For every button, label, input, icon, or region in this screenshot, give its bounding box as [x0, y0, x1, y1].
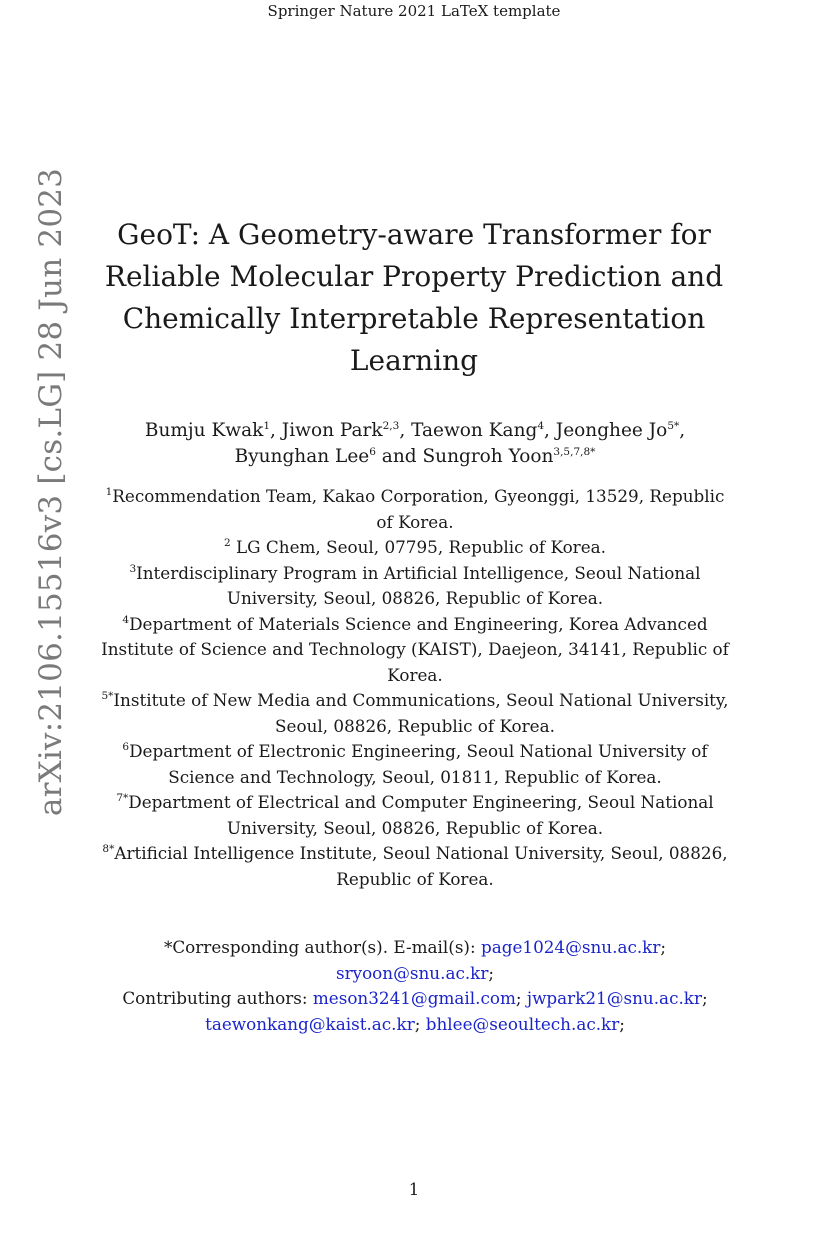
- affiliation-mark: 5*: [101, 690, 114, 702]
- affiliation-text: Department of Electronic Engineering, Seoul National University of Science and Technology, Seoul, 01811, Republic of Korea.: [129, 741, 708, 787]
- affiliation-text: Institute of New Media and Communications, Seoul National University, Seoul, 08826, Republic of Korea.: [113, 690, 729, 736]
- affiliation-text: Interdisciplinary Program in Artificial Intelligence, Seoul National University, Seoul, 08826, Republic of Korea.: [136, 562, 701, 608]
- affiliation-item: [100, 688, 730, 739]
- affiliation-text: Artificial Intelligence Institute, Seoul National University, Seoul, 08826, Republic of Korea.: [114, 843, 728, 889]
- author-affiliation-mark: 5*: [667, 420, 680, 432]
- author-name: Taewon Kang: [411, 420, 538, 441]
- affiliation-text: Department of Materials Science and Engineering, Korea Advanced Institute of Science and Technology (KAIST), Daejeon, 34141, Republic of Korea.: [101, 613, 729, 685]
- title-line: Reliable Molecular Property Prediction and: [104, 260, 724, 293]
- email-link[interactable]: jwpark21@snu.ac.kr: [526, 988, 702, 1008]
- affiliation-mark: 1: [105, 486, 113, 498]
- author-list: [130, 418, 700, 470]
- affiliation-mark: 2: [224, 537, 231, 549]
- affiliation-item: [100, 535, 730, 561]
- affiliation-item: [100, 612, 730, 689]
- contact-block: [100, 935, 730, 1037]
- author-affiliation-mark: 1: [263, 420, 271, 432]
- author-separator: ,: [270, 420, 282, 441]
- author-name: Bumju Kwak: [144, 420, 264, 441]
- author-affiliation-mark: 2,3: [382, 420, 400, 432]
- affiliation-mark: 4: [122, 613, 130, 626]
- contributing-label: Contributing authors:: [122, 988, 313, 1008]
- author-separator: ,: [544, 420, 556, 441]
- author-separator: ,: [399, 420, 412, 441]
- affiliation-item: [100, 561, 730, 612]
- author-separator: and: [375, 446, 423, 467]
- author-affiliation-mark: 6: [369, 446, 376, 458]
- email-link[interactable]: bhlee@seoultech.ac.kr: [425, 1013, 620, 1034]
- title-line: GeoT: A Geometry-aware Transformer for: [117, 218, 711, 251]
- running-header: Springer Nature 2021 LaTeX template: [267, 2, 561, 20]
- email-separator: ;: [702, 988, 708, 1008]
- email-link[interactable]: taewonkang@kaist.ac.kr: [205, 1013, 415, 1034]
- email-separator: ;: [619, 1013, 625, 1034]
- author-affiliation-mark: 4: [537, 420, 545, 432]
- author-name: Jiwon Park: [281, 420, 383, 441]
- title-line: Chemically Interpretable Representation: [122, 302, 706, 335]
- affiliation-item: [100, 841, 730, 892]
- affiliation-mark: 8*: [102, 843, 115, 855]
- email-separator: ;: [515, 988, 522, 1008]
- affiliation-text: LG Chem, Seoul, 07795, Republic of Korea.: [230, 537, 606, 557]
- affiliation-mark: 6: [122, 741, 130, 753]
- arxiv-identifier[interactable]: arXiv:2106.15516v3 [cs.LG] 28 Jun 2023: [33, 167, 69, 817]
- affiliation-item: [100, 790, 730, 841]
- email-separator: ;: [660, 937, 667, 957]
- email-link[interactable]: page1024@snu.ac.kr: [480, 937, 661, 957]
- contributing-line: [100, 986, 730, 1037]
- affiliation-mark: 3: [129, 562, 137, 575]
- author-name: Byunghan Lee: [234, 446, 370, 467]
- author-name: Sungroh Yoon: [422, 446, 554, 467]
- email-link[interactable]: meson3241@gmail.com: [312, 988, 516, 1008]
- affiliation-text: Department of Electrical and Computer Engineering, Seoul National University, Seoul, 08826, Republic of Korea.: [128, 792, 714, 838]
- affiliation-item: [100, 484, 730, 535]
- author-affiliation-mark: 3,5,7,8*: [553, 446, 596, 458]
- affiliation-text: Recommendation Team, Kakao Corporation, Gyeonggi, 13529, Republic of Korea.: [112, 486, 725, 532]
- affiliation-list: [100, 484, 730, 892]
- affiliation-mark: 7*: [116, 792, 129, 804]
- corresponding-label: *Corresponding author(s). E-mail(s):: [163, 937, 481, 957]
- corresponding-line: [100, 935, 730, 986]
- paper-title: [104, 214, 724, 382]
- author-name: Jeonghee Jo: [555, 420, 668, 441]
- title-line: Learning: [349, 344, 479, 377]
- author-separator: ,: [679, 420, 686, 441]
- page-number: 1: [408, 1180, 420, 1199]
- email-separator: ;: [414, 1013, 421, 1034]
- email-link[interactable]: sryoon@snu.ac.kr: [335, 962, 489, 983]
- email-separator: ;: [488, 962, 495, 983]
- affiliation-item: [100, 739, 730, 790]
